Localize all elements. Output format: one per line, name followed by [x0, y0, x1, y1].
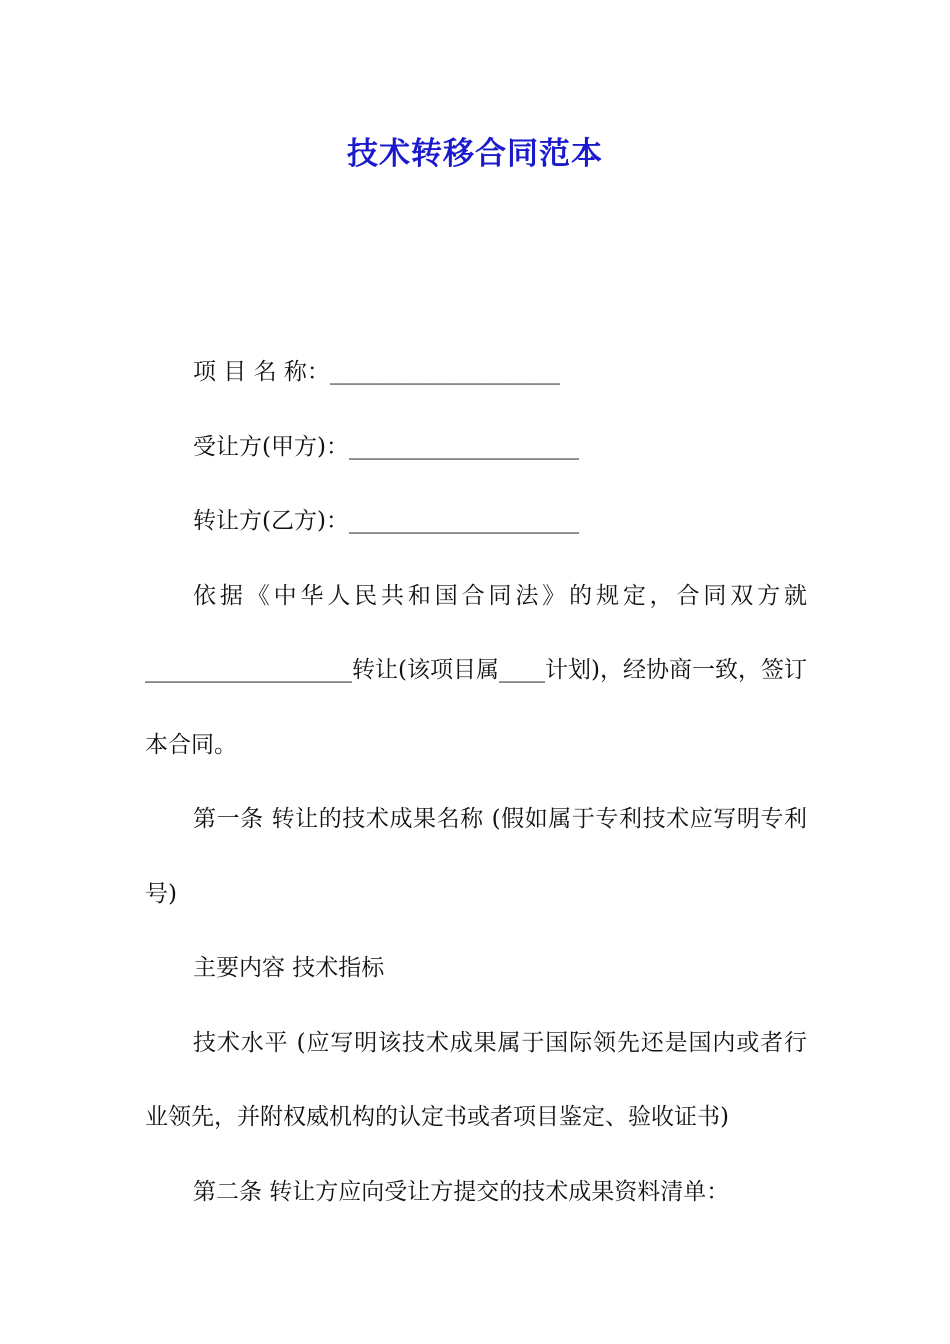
field-transferee: 受让方(甲方)：____________________: [193, 433, 579, 460]
field-transferor: 转让方(乙方)：____________________: [193, 508, 579, 534]
preamble-paragraph: 依据《中华人民共和国合同法》的规定，合同双方就__________________转让(该项目属____计划)，经协商一致，签订本合同。: [145, 582, 807, 758]
field-project-name: 项 目 名 称：____________________: [193, 359, 560, 385]
article-2-heading: 第二条 转让方应向受让方提交的技术成果资料清单：: [193, 1178, 730, 1205]
article-1-content-label: 主要内容 技术指标: [193, 955, 385, 981]
document-body: [145, 335, 807, 1229]
article-1-heading: 第一条 转让的技术成果名称 (假如属于专利技术应写明专利号): [145, 806, 807, 907]
page-title: 技术转移合同范本: [347, 136, 603, 172]
article-1-tech-level: 技术水平 (应写明该技术成果属于国际领先还是国内或者行业领先，并附权威机构的认定书或者项目鉴定、验收证书): [145, 1029, 807, 1130]
